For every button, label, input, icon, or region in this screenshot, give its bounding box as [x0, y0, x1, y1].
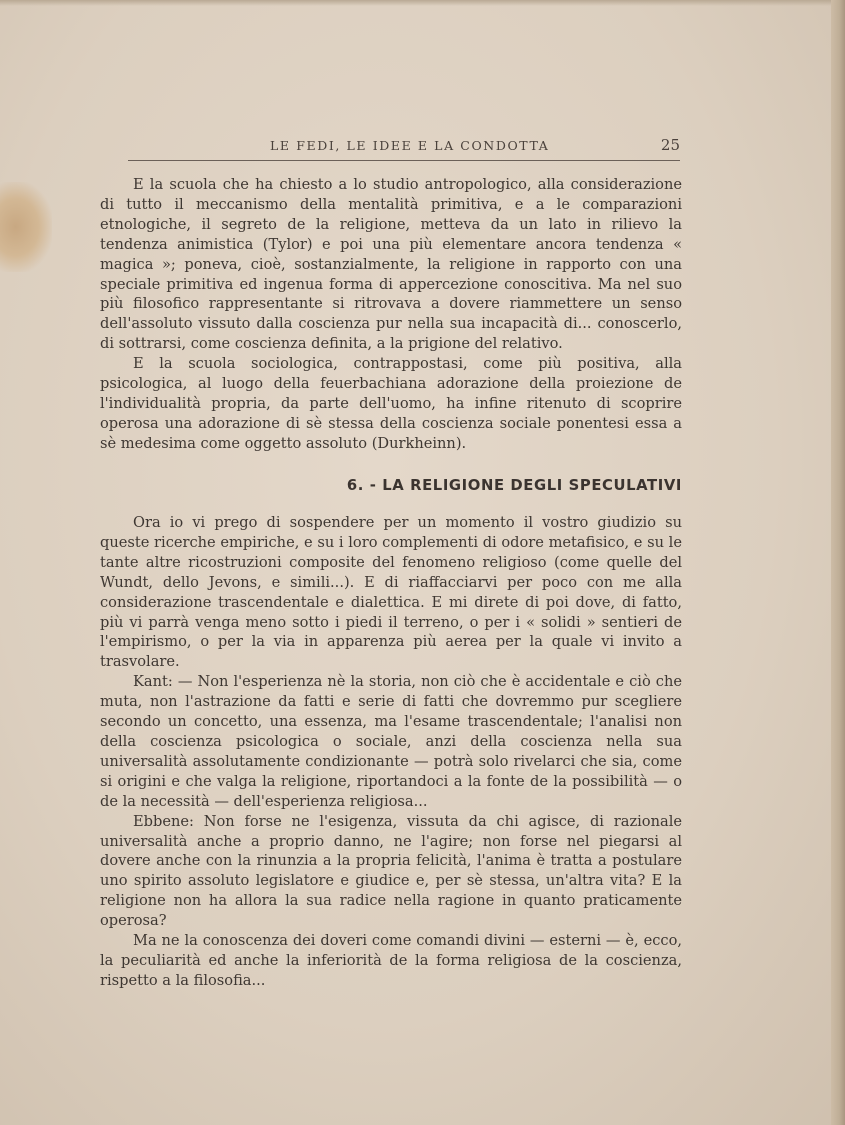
page-number: 25 [660, 136, 680, 154]
page-right-edge [831, 0, 845, 1125]
paragraph: Ebbene: Non forse ne l'esigenza, vissuta da chi agisce, di razionale universalità anche a proprio danno, ne l'agire; non forse nel piegarsi al dovere anche con la rinunzia a la propria felicità, l'anima è tratta a postulare uno spirito assoluto legislatore e giudice e, per sè stessa, un'altra vita? E la religione non ha allora la sua radice nella ragione in quanto praticamente operosa? [100, 812, 682, 930]
paragraph: Ma ne la conoscenza dei doveri come comandi divini — esterni — è, ecco, la peculiarità ed anche la inferiorità de la forma religiosa de la coscienza, rispetto a la filosofia... [100, 932, 682, 989]
paragraph: E la scuola che ha chiesto a lo studio antropologico, alla considerazione di tutto il meccanismo della mentalità primitiva, e a le comparazioni etnologiche, il segreto de la religione, metteva da un lato in rilievo la tendenza animistica (Tylor) e poi una più elementare ancora tendenza « magica »; poneva, cioè, sostanzialmente, la religione in rapporto con una speciale primitiva ed ingenua forma di appercezione conoscitiva. Ma nel suo più filosofico rappresentante si ritrovava a dovere riammettere un senso dell'assoluto vissuto dalla coscienza pur nella sua incapacità di... conoscerlo, di sottrarsi, come coscienza definita, a la prigione del relativo. [100, 176, 682, 353]
page-top-edge [0, 0, 845, 6]
paragraph: Kant: — Non l'esperienza nè la storia, non ciò che è accidentale e ciò che muta, non l'astrazione da fatti e serie di fatti che dovremmo pur scegliere secondo un concetto, una essenza, ma l'esame trascendentale; l'analisi non della coscienza psicologica o sociale, anzi della coscienza nella sua universalità assolutamente condizionante — potrà solo rivelarci che sia, come si origini e che valga la religione, riportandoci a la fonte de la possibilità — o de la necessità — dell'esperienza religiosa... [100, 673, 682, 810]
paper-stain [0, 182, 52, 272]
running-head [128, 136, 680, 161]
running-title: LE FEDI, LE IDEE E LA CONDOTTA [270, 138, 550, 153]
section-heading: 6. - LA RELIGIONE DEGLI SPECULATIVI [346, 477, 682, 494]
paragraph: E la scuola sociologica, contrappostasi, come più positiva, alla psicologica, al luogo della feuerbachiana adorazione della proiezione de l'individualità propria, da parte dell'uomo, ha infine ritenuto di scoprire operosa una adorazione di sè stessa della coscienza sociale ponentesi essa a sè medesima come oggetto assoluto (Durkheinn). [100, 355, 682, 452]
section-text [100, 513, 682, 991]
body-text [100, 175, 682, 454]
paragraph: Ora io vi prego di sospendere per un momento il vostro giudizio su queste ricerche empiriche, e su i loro complementi di odore metafisico, e su le tante altre ricostruzioni composite del fenomeno religioso (come quelle del Wundt, dello Jevons, e simili...). E di riaffacciarvi per poco con me alla considerazione trascendentale e dialettica. E mi direte di poi dove, di fatto, più vi parrà venga meno sotto i piedi il terreno, o per i « solidi » sentieri de l'empirismo, o per la via in apparenza più aerea per la quale vi invito a trasvolare. [100, 514, 682, 671]
